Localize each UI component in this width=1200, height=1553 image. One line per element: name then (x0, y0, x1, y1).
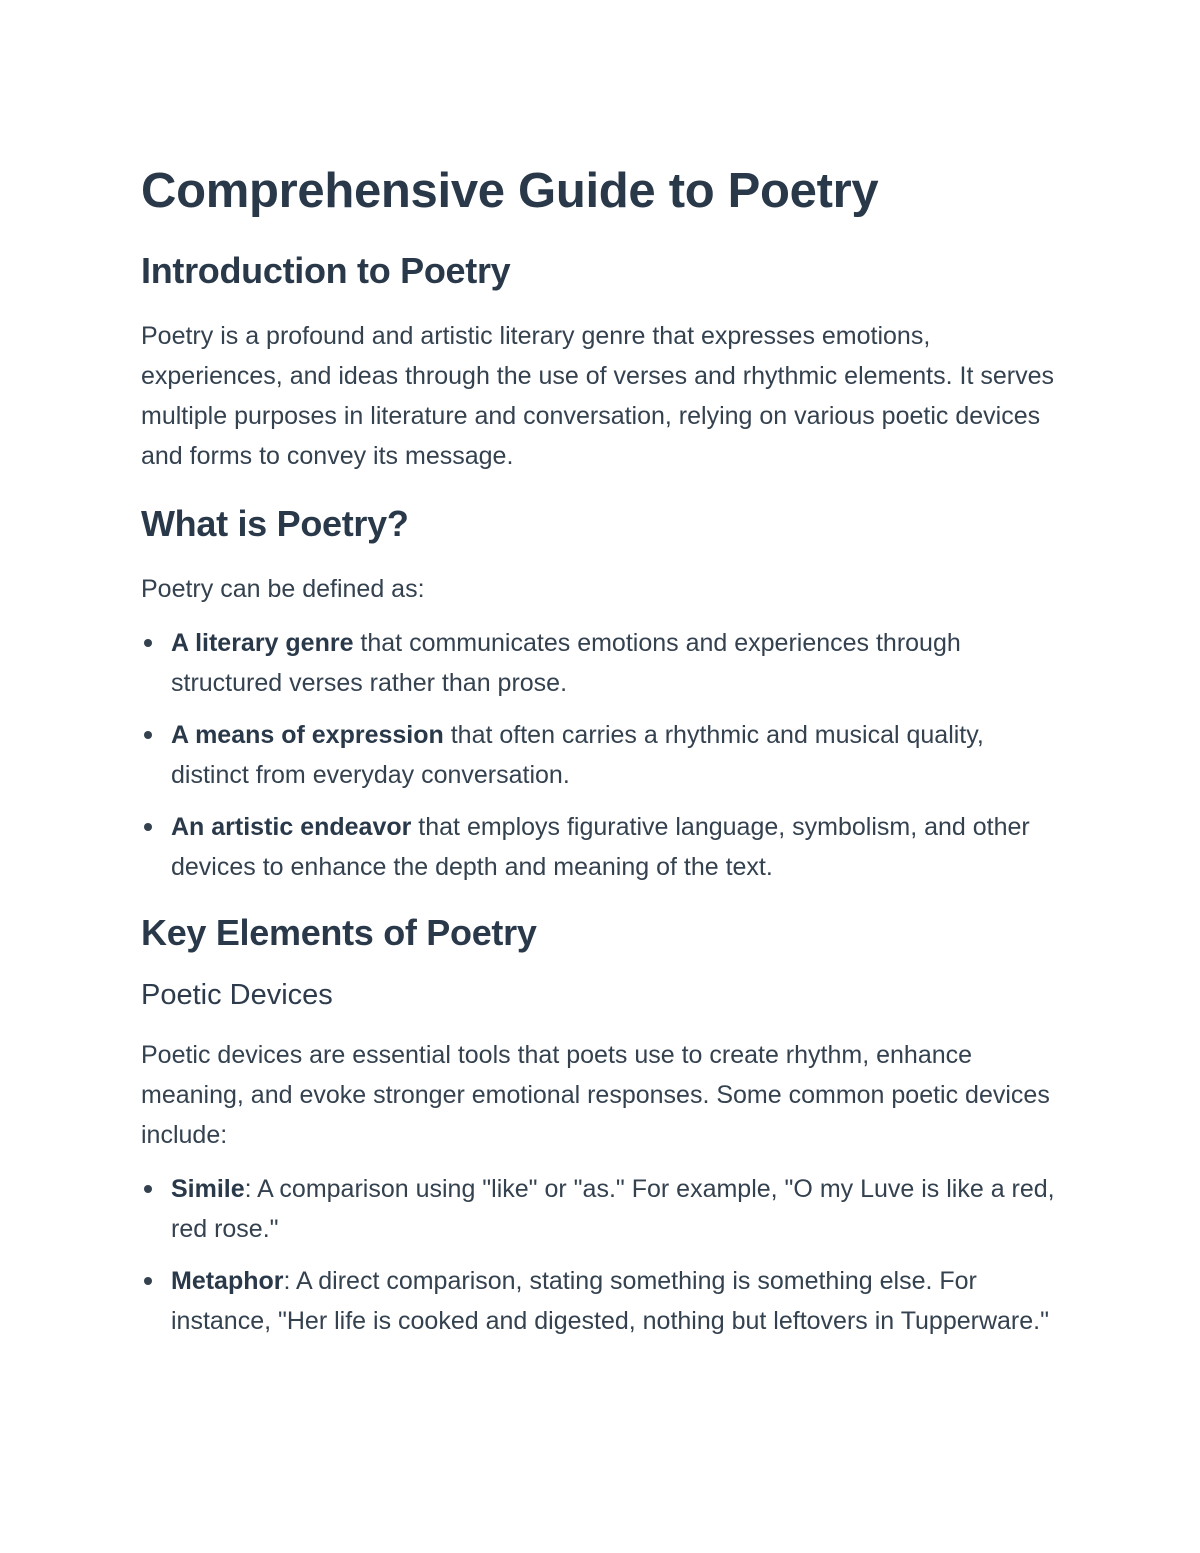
document-page (141, 162, 1061, 1365)
what-is-lead: Poetry can be defined as: (141, 575, 425, 604)
intro-heading: Introduction to Poetry (141, 249, 511, 291)
list-item-term: An artistic endeavor (171, 813, 412, 842)
devices-list (141, 1169, 1061, 1341)
definition-list (141, 623, 1061, 887)
list-item (141, 715, 1061, 795)
list-item (141, 1261, 1061, 1341)
list-item-text: that employs figurative language, symbolism, and other devices to enhance the depth and meaning of the text. (171, 813, 1030, 882)
list-item-text: that communicates emotions and experiences through structured verses rather than prose. (171, 629, 961, 698)
bullet-icon (144, 823, 152, 831)
list-item (141, 1169, 1061, 1249)
key-elements-heading: Key Elements of Poetry (141, 912, 537, 954)
what-is-heading: What is Poetry? (141, 502, 409, 544)
poetic-devices-subheading: Poetic Devices (141, 979, 333, 1012)
bullet-icon (144, 731, 152, 739)
list-item-text: : A comparison using "like" or "as." For example, "O my Luve is like a red, red rose." (171, 1175, 1055, 1244)
list-item (141, 807, 1061, 887)
list-item-term: A literary genre (171, 629, 354, 658)
intro-paragraph: Poetry is a profound and artistic literary genre that expresses emotions, experiences, and ideas through the use of verses and rhythmic elements. It serves multiple purposes in literature and conversation, relying on various poetic devices and forms to convey its message. (141, 321, 1054, 470)
list-item-term: Simile (171, 1175, 245, 1204)
document-title: Comprehensive Guide to Poetry (141, 164, 879, 218)
list-item-term: A means of expression (171, 721, 444, 750)
list-item (141, 623, 1061, 703)
list-item-text: that often carries a rhythmic and musical quality, distinct from everyday conversation. (171, 721, 984, 790)
list-item-text: : A direct comparison, stating something is something else. For instance, "Her life is cooked and digested, nothing but leftovers in Tupperware." (171, 1267, 1049, 1336)
bullet-icon (144, 1277, 152, 1285)
bullet-icon (144, 1185, 152, 1193)
poetic-devices-paragraph: Poetic devices are essential tools that poets use to create rhythm, enhance meaning, and evoke stronger emotional responses. Some common poetic devices include: (141, 1041, 1050, 1150)
bullet-icon (144, 639, 152, 647)
list-item-term: Metaphor (171, 1267, 284, 1296)
